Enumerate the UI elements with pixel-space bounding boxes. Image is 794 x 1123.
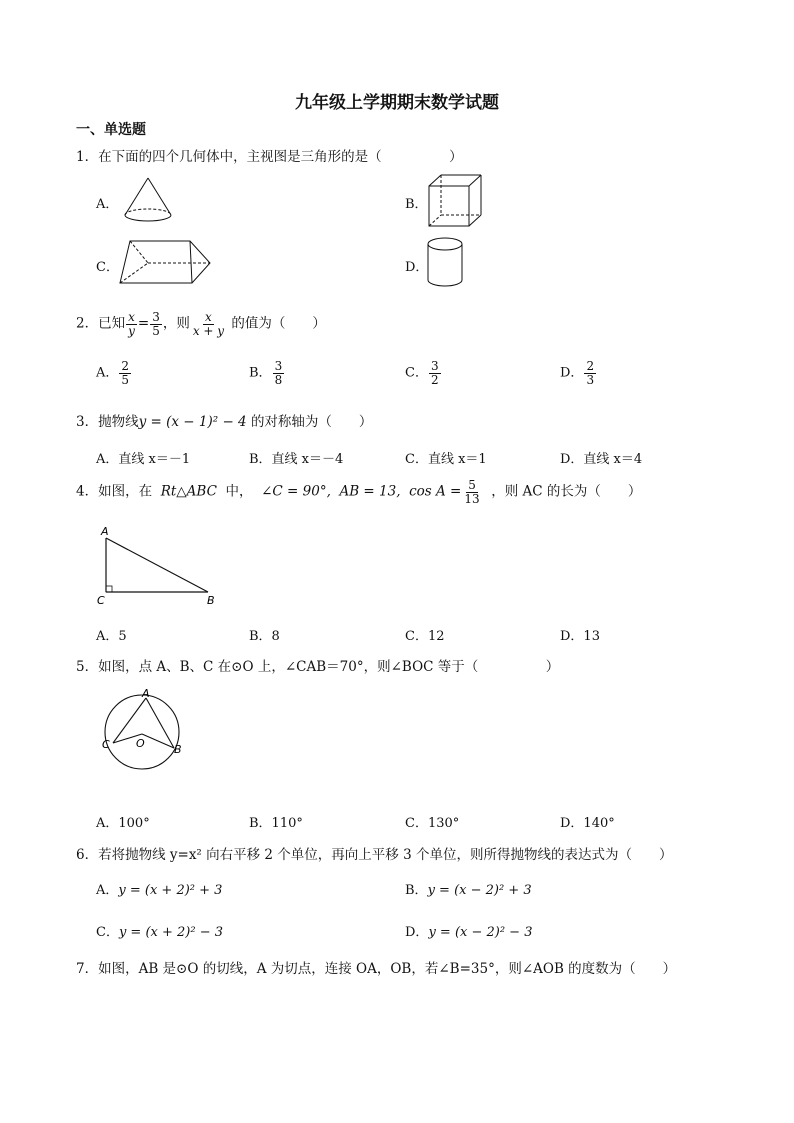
page-title: 九年级上学期期末数学试题 [295,93,499,113]
q1-option-d-label[interactable]: D． [405,260,429,275]
q4-cos-fraction [462,479,481,505]
q6-option-a-formula: y = (x + 2)² + 3 [118,883,223,898]
q4-ab: AB = 13, [339,483,401,500]
label-o: O [136,737,145,750]
right-triangle-figure [96,524,220,608]
label-a: A [101,525,109,538]
q2-frac-den: 5 [152,323,160,338]
q2-option-d[interactable] [560,360,597,386]
q3-option-a[interactable]: A．直线 x＝－1 [96,452,191,467]
q5-option-a[interactable]: A．100° [96,816,150,831]
q6-option-d-label: D． [405,925,429,940]
frac-den: 8 [274,372,283,387]
cylinder-figure [427,236,465,290]
q2-option-b-label: B． [249,365,272,381]
q2-frac-num: 3 [152,310,160,324]
q2-option-d-fraction [584,360,596,386]
q2-option-b[interactable] [249,360,285,386]
prism-figure [118,239,214,287]
q2-expression [191,311,226,337]
q1-option-b-label[interactable]: B． [405,197,428,212]
q2-frac-den: y [128,323,135,338]
frac-num: 5 [468,478,476,492]
label-c: C [102,738,110,751]
cube-figure [428,174,484,228]
question-1-text: 1．在下面的四个几何体中，主视图是三角形的是（ ） [76,149,463,165]
label-b: B [207,594,215,607]
q1-option-a-label[interactable]: A． [96,197,119,212]
q6-option-d[interactable] [405,921,532,940]
frac-den: 3 [586,372,595,387]
q2-prefix: 2．已知 [76,315,126,332]
q4-triangle: Rt△ABC [160,483,217,500]
q2-fraction-xy [126,311,137,337]
frac-num: 3 [274,359,283,373]
section-heading: 一、单选题 [76,122,146,138]
label-b: B [174,743,182,756]
q2-option-c[interactable] [405,360,442,386]
question-5-text: 5．如图，点 A、B、C 在⊙O 上，∠CAB＝70°，则∠BOC 等于（ ） [76,659,560,675]
q6-option-c[interactable] [96,921,223,940]
q2-option-c-label: C． [405,365,428,381]
q2-option-d-label: D． [560,365,584,381]
q6-option-d-formula: y = (x − 2)² − 3 [428,925,533,940]
q6-option-b-formula: y = (x − 2)² + 3 [427,883,532,898]
q5-option-d[interactable]: D．140° [560,816,615,831]
q4-option-d[interactable]: D．13 [560,629,600,644]
q2-option-a-fraction [119,360,131,386]
q2-expr-den: x + y [192,323,225,338]
q6-option-a[interactable] [96,879,222,898]
q3-prefix: 3．抛物线 [76,414,139,430]
circle-figure [100,686,190,776]
q3-suffix: 的对称轴为（ ） [250,414,373,430]
q2-frac-num: x [128,310,135,324]
q2-option-b-fraction [273,360,285,386]
q6-option-c-label: C． [96,925,119,940]
cone-figure [120,175,174,223]
question-2-text [76,311,326,337]
label-c: C [97,594,105,607]
q4-option-a[interactable]: A．5 [96,629,127,644]
q4-prefix: 4．如图，在 [76,483,153,500]
q2-option-a-label: A． [96,365,119,381]
q3-formula: y = (x − 1)² − 4 [138,414,247,430]
frac-num: 2 [586,359,595,373]
q2-suffix: 的值为（ ） [231,315,326,332]
q5-option-c[interactable]: C．130° [405,816,460,831]
q6-option-a-label: A． [96,883,119,898]
q2-option-a[interactable] [96,360,132,386]
q6-option-b-label: B． [405,883,428,898]
q6-option-b[interactable] [405,879,532,898]
q3-option-d[interactable]: D．直线 x＝4 [560,452,643,467]
frac-den: 13 [464,491,480,506]
q4-option-b[interactable]: B．8 [249,629,280,644]
q4-cos: cos A = [409,483,462,500]
q3-option-b[interactable]: B．直线 x＝－4 [249,452,344,467]
q2-mid: ，则 [162,315,190,332]
q4-angle: ∠C = 90°, [261,483,331,500]
q4-mid: 中， [225,483,253,500]
frac-den: 2 [430,372,439,387]
frac-num: 3 [430,359,439,373]
q2-expr-num: x [205,310,212,324]
q2-option-c-fraction [429,360,441,386]
q2-equals: = [137,315,150,332]
frac-den: 5 [121,372,130,387]
q4-suffix: ，则 AC 的长为（ ） [491,483,642,500]
frac-num: 2 [121,359,130,373]
label-a: A [142,687,150,700]
question-7-text: 7．如图，AB 是⊙O 的切线，A 为切点，连接 OA，OB，若∠B=35°，则∠AOB 的度数为（ ） [76,961,677,977]
q6-option-c-formula: y = (x + 2)² − 3 [118,925,223,940]
q1-option-c-label[interactable]: C． [96,260,119,275]
q4-option-c[interactable]: C．12 [405,629,445,644]
q2-fraction-35 [150,311,162,337]
question-4-text [76,479,641,505]
q3-option-c[interactable]: C．直线 x＝1 [405,452,487,467]
question-3-text [76,410,372,430]
q5-option-b[interactable]: B．110° [249,816,303,831]
question-6-text: 6．若将抛物线 y=x² 向右平移 2 个单位，再向上平移 3 个单位，则所得抛物线的表达式为（ ） [76,847,673,863]
